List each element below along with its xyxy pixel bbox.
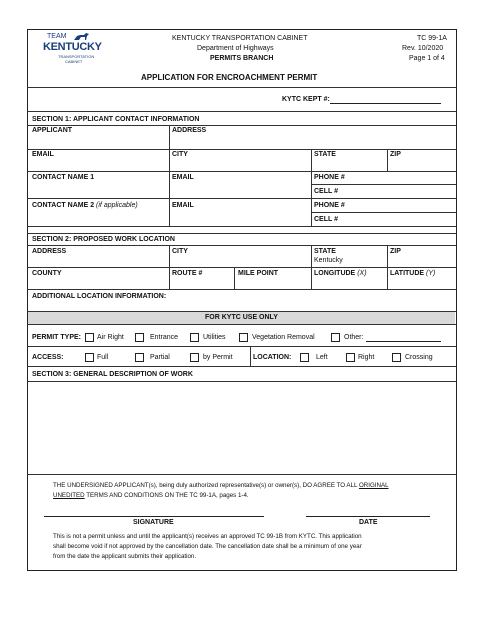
applicant-email-label: EMAIL [32,151,54,158]
contact-2-phone-label: PHONE # [314,202,345,209]
access-partial-label: Partial [150,354,170,361]
signature-input[interactable] [44,505,264,517]
divider [387,245,388,267]
longitude-label-text: LONGITUDE [314,270,356,277]
agreement-line-2-text: TERMS AND CONDITIONS ON THE TC 99-1A, pages 1-4. [86,492,249,499]
signature-label: SIGNATURE [133,519,174,526]
contact-2-label-text: CONTACT NAME 2 [32,202,95,209]
contact-2-cell-label: CELL # [314,216,338,223]
logo-sub-text-2: CABINET [65,59,83,64]
applicant-address-input[interactable] [170,136,455,148]
longitude-unit: (X) [357,270,367,277]
work-description-textarea[interactable] [28,382,455,474]
divider [169,149,170,171]
branch-name: PERMITS BRANCH [210,55,274,62]
route-input[interactable] [170,279,233,288]
horse-icon [73,32,91,41]
agreement-original: ORIGINAL [358,482,389,489]
divider [27,125,456,126]
contact-1-email-input[interactable] [170,183,310,197]
work-city-input[interactable] [170,257,310,266]
agreement-unedited: UNEDITED [53,492,85,499]
permit-type-air-right-label: Air Right [97,334,124,341]
county-label: COUNTY [32,270,62,277]
agreement-line-1 [53,482,389,490]
agency-name: KENTUCKY TRANSPORTATION CABINET [172,35,308,42]
location-right-label: Right [358,354,375,361]
divider [27,149,456,150]
latitude-unit: (Y) [426,270,436,277]
divider [250,347,251,366]
contact-2-label [32,202,138,210]
date-input[interactable] [306,505,430,517]
divider [387,149,388,171]
work-zip-input[interactable] [388,257,454,266]
permit-type-vegetation-checkbox[interactable] [239,333,248,342]
kytc-use-only-heading: FOR KYTC USE ONLY [205,314,278,321]
page-number: Page 1 of 4 [409,55,445,62]
divider [27,233,456,234]
permit-type-entrance-checkbox[interactable] [135,333,144,342]
divider [387,267,388,289]
applicant-zip-label: ZIP [390,151,401,158]
notice-line-2: shall become void if not approved by the cancellation date. The cancellation date shall be a minimum of one year [53,543,362,550]
contact-2-email-label: EMAIL [172,202,194,209]
divider [234,267,235,289]
divider [27,87,456,88]
divider [169,125,170,149]
divider [27,111,456,112]
access-partial-checkbox[interactable] [135,353,144,362]
kytc-kept-input[interactable] [330,95,441,104]
department-name: Department of Highways [197,45,274,52]
work-state-label: STATE [314,248,336,255]
permit-type-air-right-checkbox[interactable] [85,333,94,342]
divider [169,245,170,267]
mile-point-input[interactable] [236,279,310,288]
access-full-label: Full [97,354,109,361]
divider [169,267,170,289]
permit-type-vegetation-label: Vegetation Removal [252,334,315,341]
contact-1-cell-label: CELL # [314,188,338,195]
divider [27,171,456,172]
divider [27,474,456,475]
work-zip-label: ZIP [390,248,401,255]
location-crossing-checkbox[interactable] [392,353,401,362]
applicant-zip-input[interactable] [388,160,454,170]
location-label: LOCATION: [253,354,292,361]
divider [27,267,456,268]
permit-type-other-checkbox[interactable] [331,333,340,342]
location-right-checkbox[interactable] [346,353,355,362]
contact-1-label: CONTACT NAME 1 [32,174,95,181]
additional-location-label: ADDITIONAL LOCATION INFORMATION: [32,293,167,300]
divider [311,149,312,171]
applicant-state-input[interactable] [312,160,386,170]
divider [27,245,456,246]
contact-2-input[interactable] [28,211,168,225]
work-state-value: Kentucky [314,257,343,264]
divider [311,171,312,198]
divider [27,366,456,367]
mile-point-label: MILE POINT [238,270,279,277]
work-city-label: CITY [172,248,188,255]
longitude-label [314,270,367,278]
applicant-city-label: CITY [172,151,188,158]
form-title: APPLICATION FOR ENCROACHMENT PERMIT [141,73,318,82]
permit-type-utilities-label: Utilities [203,334,226,341]
divider [311,198,312,226]
divider [27,324,456,325]
access-full-checkbox[interactable] [85,353,94,362]
applicant-email-input[interactable] [28,160,168,170]
agreement-line-2 [53,492,249,500]
section-3-heading: SECTION 3: GENERAL DESCRIPTION OF WORK [32,371,193,378]
logo-team-text: TEAM [47,33,67,40]
access-by-permit-checkbox[interactable] [190,353,199,362]
latitude-label-text: LATITUDE [390,270,425,277]
longitude-input[interactable] [312,279,386,288]
permit-type-label: PERMIT TYPE: [32,334,82,341]
work-address-input[interactable] [28,257,168,266]
logo-kentucky-text: KENTUCKY [43,41,102,53]
access-label: ACCESS: [32,354,64,361]
notice-line-3: from the date the applicant submits their application. [53,553,197,560]
divider [27,289,456,290]
latitude-input[interactable] [388,279,454,288]
divider [311,212,456,213]
divider [311,184,456,185]
divider [27,346,456,347]
divider [311,267,312,289]
form-number: TC 99-1A [417,35,447,42]
location-crossing-label: Crossing [405,354,433,361]
divider [311,245,312,267]
date-label: DATE [359,519,378,526]
divider [27,226,456,227]
applicant-state-label: STATE [314,151,336,158]
kytc-kept-label: KYTC KEPT #: [282,96,330,103]
contact-1-phone-label: PHONE # [314,174,345,181]
contact-1-input[interactable] [28,183,168,197]
permit-type-other-input[interactable] [366,333,441,342]
route-label: ROUTE # [172,270,203,277]
contact-1-email-label: EMAIL [172,174,194,181]
agreement-line-1-text: THE UNDERSIGNED APPLICANT(s), being duly authorized representative(s) or owner(s), DO AGREE TO ALL [53,482,358,489]
logo-sub-text-1: TRANSPORTATION [58,54,95,59]
divider [169,198,170,226]
form-revision: Rev. 10/2020 [402,45,444,52]
section-1-heading: SECTION 1: APPLICANT CONTACT INFORMATION [32,116,200,123]
divider [27,198,456,199]
location-left-checkbox[interactable] [300,353,309,362]
team-kentucky-logo [40,33,102,69]
notice-line-1: This is not a permit unless and until the applicant(s) receives an approved TC 99-1B from KYTC. This application [53,533,362,540]
location-left-label: Left [316,354,328,361]
latitude-label [390,270,435,278]
applicant-input[interactable] [28,136,168,148]
county-input[interactable] [28,279,168,288]
section-2-heading: SECTION 2: PROPOSED WORK LOCATION [32,236,175,243]
access-by-permit-label: by Permit [203,354,233,361]
permit-type-other-label: Other: [344,334,364,341]
contact-2-email-input[interactable] [170,211,310,225]
applicant-city-input[interactable] [170,160,310,170]
permit-type-entrance-label: Entrance [150,334,179,341]
additional-location-input[interactable] [178,291,454,309]
work-address-label: ADDRESS [32,248,67,255]
permit-type-utilities-checkbox[interactable] [190,333,199,342]
applicant-address-label: ADDRESS [172,127,207,134]
applicant-label: APPLICANT [32,127,73,134]
contact-2-note: (if applicable) [96,202,138,209]
divider [169,171,170,198]
